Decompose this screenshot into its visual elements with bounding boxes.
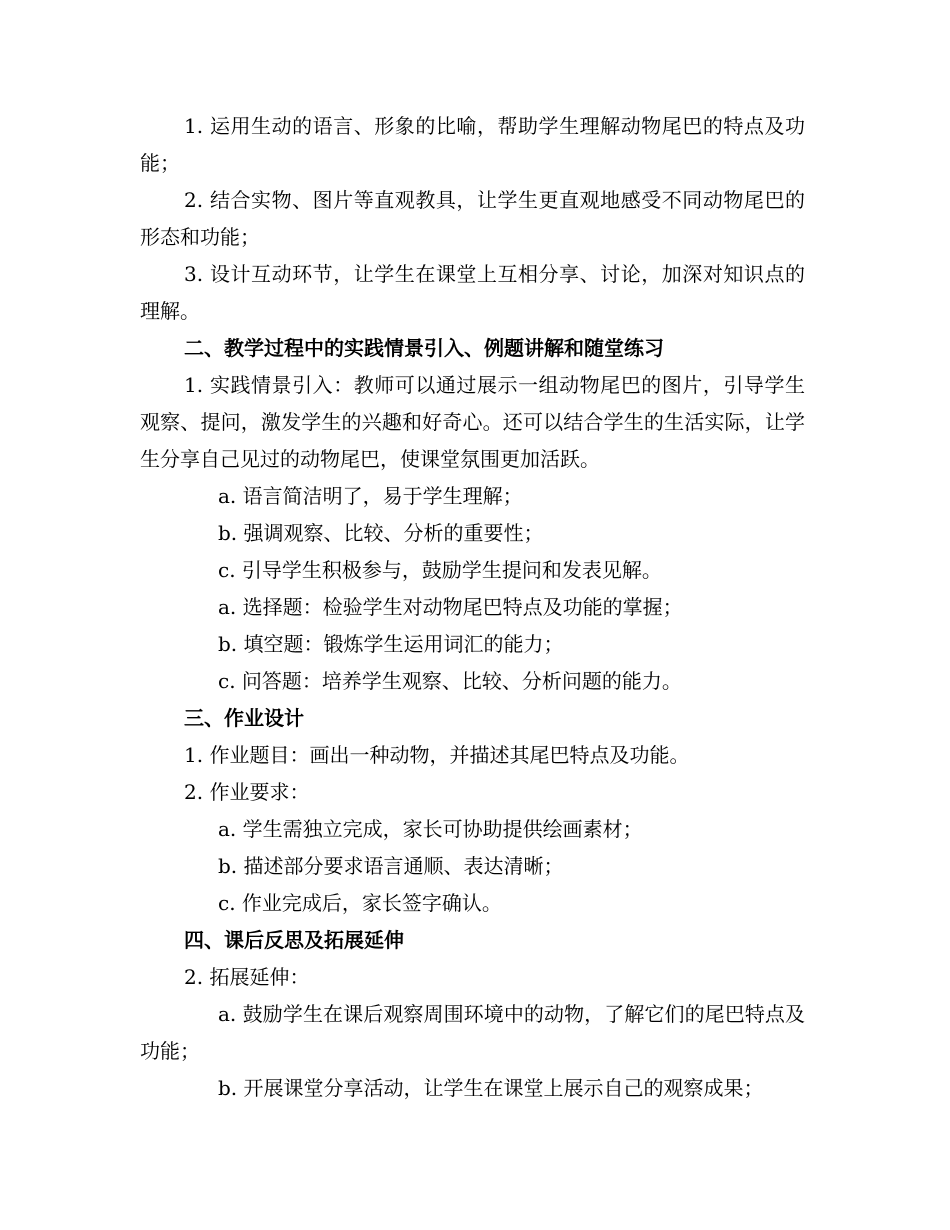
paragraph-method-3: 3. 设计互动环节，让学生在课堂上互相分享、讨论，加深对知识点的理解。	[140, 262, 805, 323]
list-item-homework-b: b. 描述部分要求语言通顺、表达清晰；	[218, 854, 564, 878]
paragraph-homework-topic: 1. 作业题目：画出一种动物，并描述其尾巴特点及功能。	[184, 743, 690, 767]
section-heading-2: 二、教学过程中的实践情景引入、例题讲解和随堂练习	[184, 336, 664, 360]
paragraph-scenario-intro: 1. 实践情景引入：教师可以通过展示一组动物尾巴的图片，引导学生观察、提问，激发学生的兴趣和好奇心。还可以结合学生的生活实际，让学生分享自己见过的动物尾巴，使课堂氛围更加活跃。	[140, 373, 805, 471]
section-heading-3: 三、作业设计	[184, 706, 304, 730]
list-item-exercise-b: b. 填空题：锻炼学生运用词汇的能力；	[218, 632, 564, 656]
paragraph-extension: 2. 拓展延伸：	[184, 965, 310, 989]
document-body	[140, 108, 805, 1107]
section-heading-4: 四、课后反思及拓展延伸	[184, 928, 404, 952]
list-item-exercise-c: c. 问答题：培养学生观察、比较、分析问题的能力。	[218, 669, 682, 693]
list-item-extension-b: b. 开展课堂分享活动，让学生在课堂上展示自己的观察成果；	[218, 1076, 764, 1100]
list-item-extension-a: a. 鼓励学生在课后观察周围环境中的动物，了解它们的尾巴特点及功能；	[140, 1002, 805, 1063]
list-item-explain-c: c. 引导学生积极参与，鼓励学生提问和发表见解。	[218, 558, 662, 582]
paragraph-method-2: 2. 结合实物、图片等直观教具，让学生更直观地感受不同动物尾巴的形态和功能；	[140, 188, 805, 249]
list-item-homework-a: a. 学生需独立完成，家长可协助提供绘画素材；	[218, 817, 643, 841]
paragraph-method-1: 1. 运用生动的语言、形象的比喻，帮助学生理解动物尾巴的特点及功能；	[140, 114, 805, 175]
list-item-homework-c: c. 作业完成后，家长签字确认。	[218, 891, 502, 915]
paragraph-homework-requirements: 2. 作业要求：	[184, 780, 310, 804]
list-item-explain-b: b. 强调观察、比较、分析的重要性；	[218, 521, 544, 545]
list-item-explain-a: a. 语言简洁明了，易于学生理解；	[218, 484, 523, 508]
list-item-exercise-a: a. 选择题：检验学生对动物尾巴特点及功能的掌握；	[218, 595, 683, 619]
